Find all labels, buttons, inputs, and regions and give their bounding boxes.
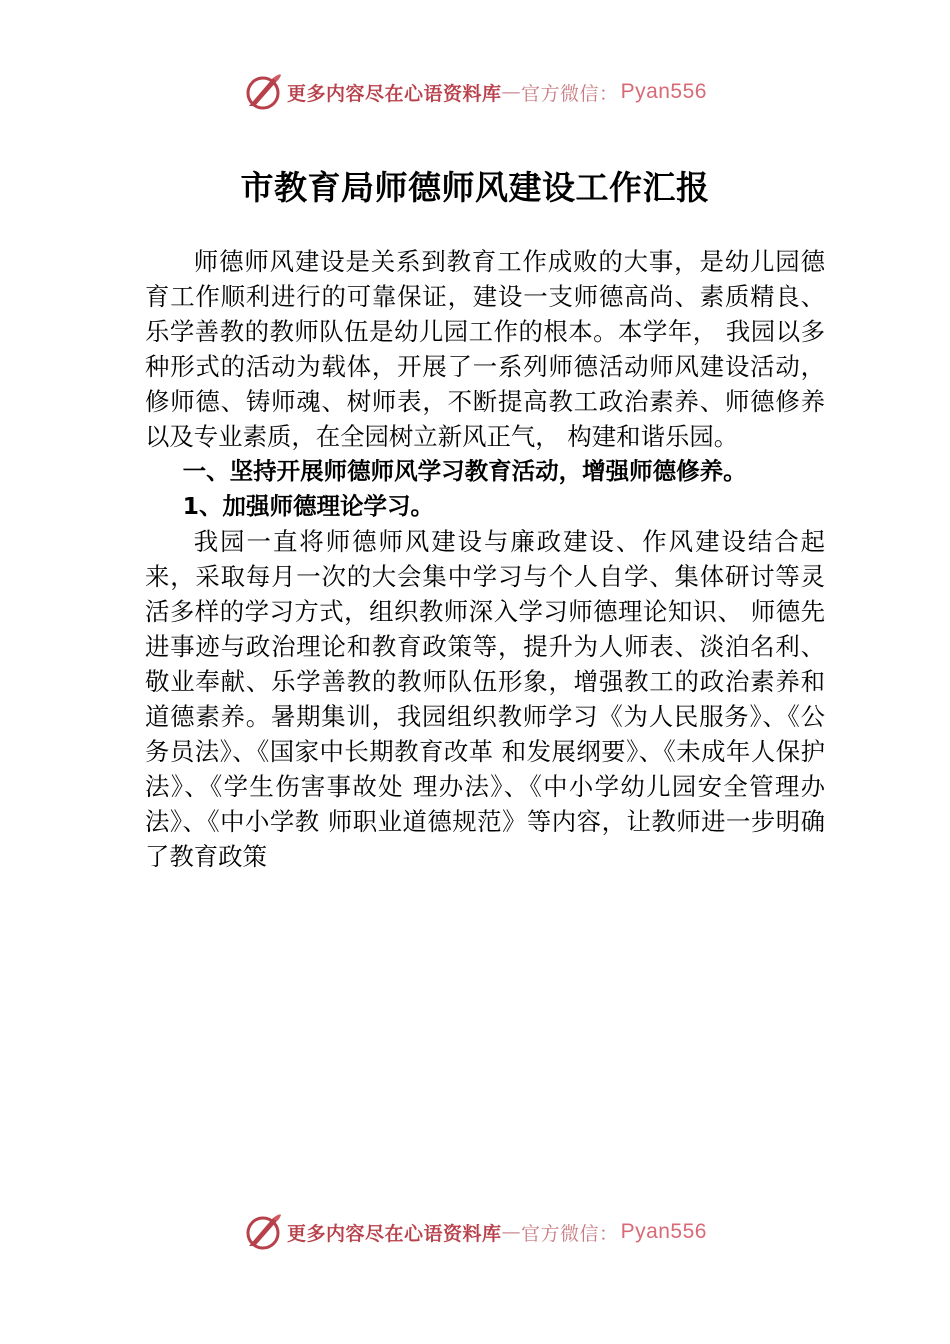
banner-wechat-id: Pyan556 [620,80,707,103]
footer-banner [0,1212,950,1252]
document-body [145,162,835,874]
section-heading: 一、坚持开展师德师风学习教育活动，增强师德修养。 [182,457,747,485]
document-title: 市教育局师德师风建设工作汇报 [240,168,710,207]
quill-seal-logo-icon [243,1212,283,1252]
intro-paragraph: 师德师风建设是关系到教育工作成败的大事，是幼儿园德育工作顺利进行的可靠保证，建设一支师德高尚、素质精良、乐学善教的教师队伍是幼儿园工作的根本。本学年， 我园以多种形式的活动为载体，开展了一系列师德活动师风建设活动，修师德、铸师魂、树师表，不断提高教工政治素养、师德修养以及专业素质，在全园树立新风正气， 构建和谐乐园。 [145,247,825,451]
header-banner [0,72,950,112]
banner-separator: — [501,1221,522,1243]
banner-wechat-label: 官方微信： [521,82,619,105]
banner-wechat-id: Pyan556 [620,1220,707,1243]
banner-text: 更多内容尽在心语资料库 [287,82,502,105]
subsection-heading: 1、加强师德理论学习。 [182,492,434,520]
banner-wechat-label: 官方微信： [521,1222,619,1245]
quill-seal-logo-icon [243,72,283,112]
banner-text: 更多内容尽在心语资料库 [287,1222,502,1245]
body-paragraph: 我园一直将师德师风建设与廉政建设、作风建设结合起来，采取每月一次的大会集中学习与个人自学、集体研讨等灵活多样的学习方式，组织教师深入学习师德理论知识、 师德先进事迹与政治理论和教育政策等，提升为人师表、淡泊名利、敬业奉献、乐学善教的教师队伍形象，增强教工的政治素养和道德素养。暑期集训，我园组织教师学习《为人民服务》、《公务员法》、《国家中长期教育改革 和发展纲要》、《未成年人保护法》、《学生伤害事故处 理办法》、《中小学幼儿园安全管理办法》、《中小学教 师职业道德规范》等内容，让教师进一步明确了教育政策 [145,527,825,871]
banner-separator: — [501,81,522,103]
